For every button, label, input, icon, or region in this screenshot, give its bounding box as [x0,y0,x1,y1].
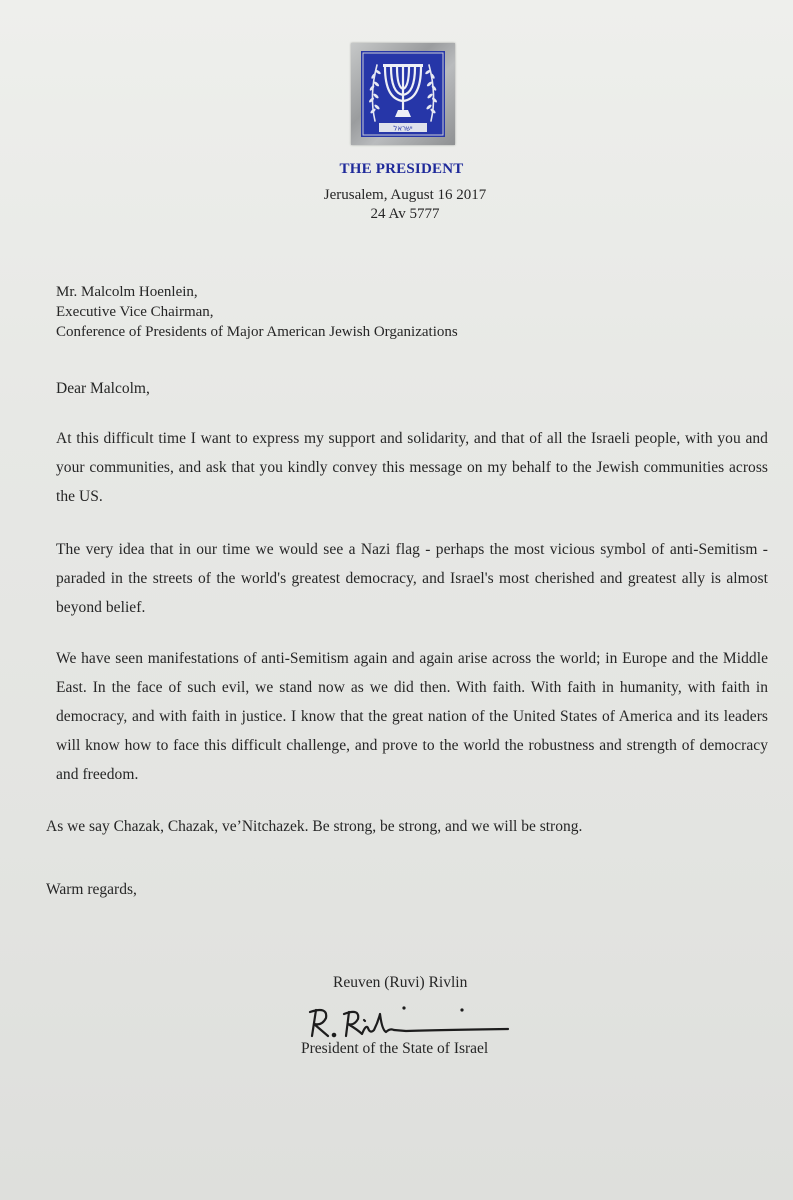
menorah-icon [361,51,445,137]
gregorian-date: Jerusalem, August 16 2017 [323,187,487,203]
salutation: Dear Malcolm, [56,380,150,397]
recipient-position: Executive Vice Chairman, [56,304,214,320]
hebrew-date: 24 Av 5777 [370,206,440,222]
handwritten-signature [298,1000,518,1042]
valediction: Warm regards, [46,881,137,898]
signatory-title: President of the State of Israel [301,1040,489,1057]
emblem-caption: ישראל [393,124,413,133]
letter-date [0,186,793,224]
body-paragraph: The very idea that in our time we would see a Nazi flag - perhaps the most vicious symbol of anti-Semitism - paraded in the streets of the world's greatest democracy, and Israel's most cherished and greatest ally is almost beyond belief. [56,541,768,616]
signatory-name: Reuven (Ruvi) Rivlin [333,974,468,991]
recipient-name: Mr. Malcolm Hoenlein, [56,284,198,300]
recipient-organization: Conference of Presidents of Major American Jewish Organizations [56,324,458,340]
body-paragraph: We have seen manifestations of anti-Semitism again and again arise across the world; in Europe and the Middle East. In the face of such evil, we stand now as we did then. With faith. With faith in humanity, with faith in democracy, and with faith in justice. I know that the great nation of the United States of America and its leaders will know how to face this difficult challenge, and prove to the world the robustness and strength of democracy and freedom. [56,650,768,783]
state-emblem-icon [351,43,455,145]
recipient-address [56,282,458,342]
closing-sentence: As we say Chazak, Chazak, ve’Nitchazek. Be strong, be strong, and we will be strong. [46,818,583,835]
body-paragraph: At this difficult time I want to express my support and solidarity, and that of all the Israeli people, with you and your communities, and ask that you kindly convey this message on my behalf to the Jewish communities across the US. [56,430,768,505]
letterhead-title: THE PRESIDENT [339,161,464,177]
